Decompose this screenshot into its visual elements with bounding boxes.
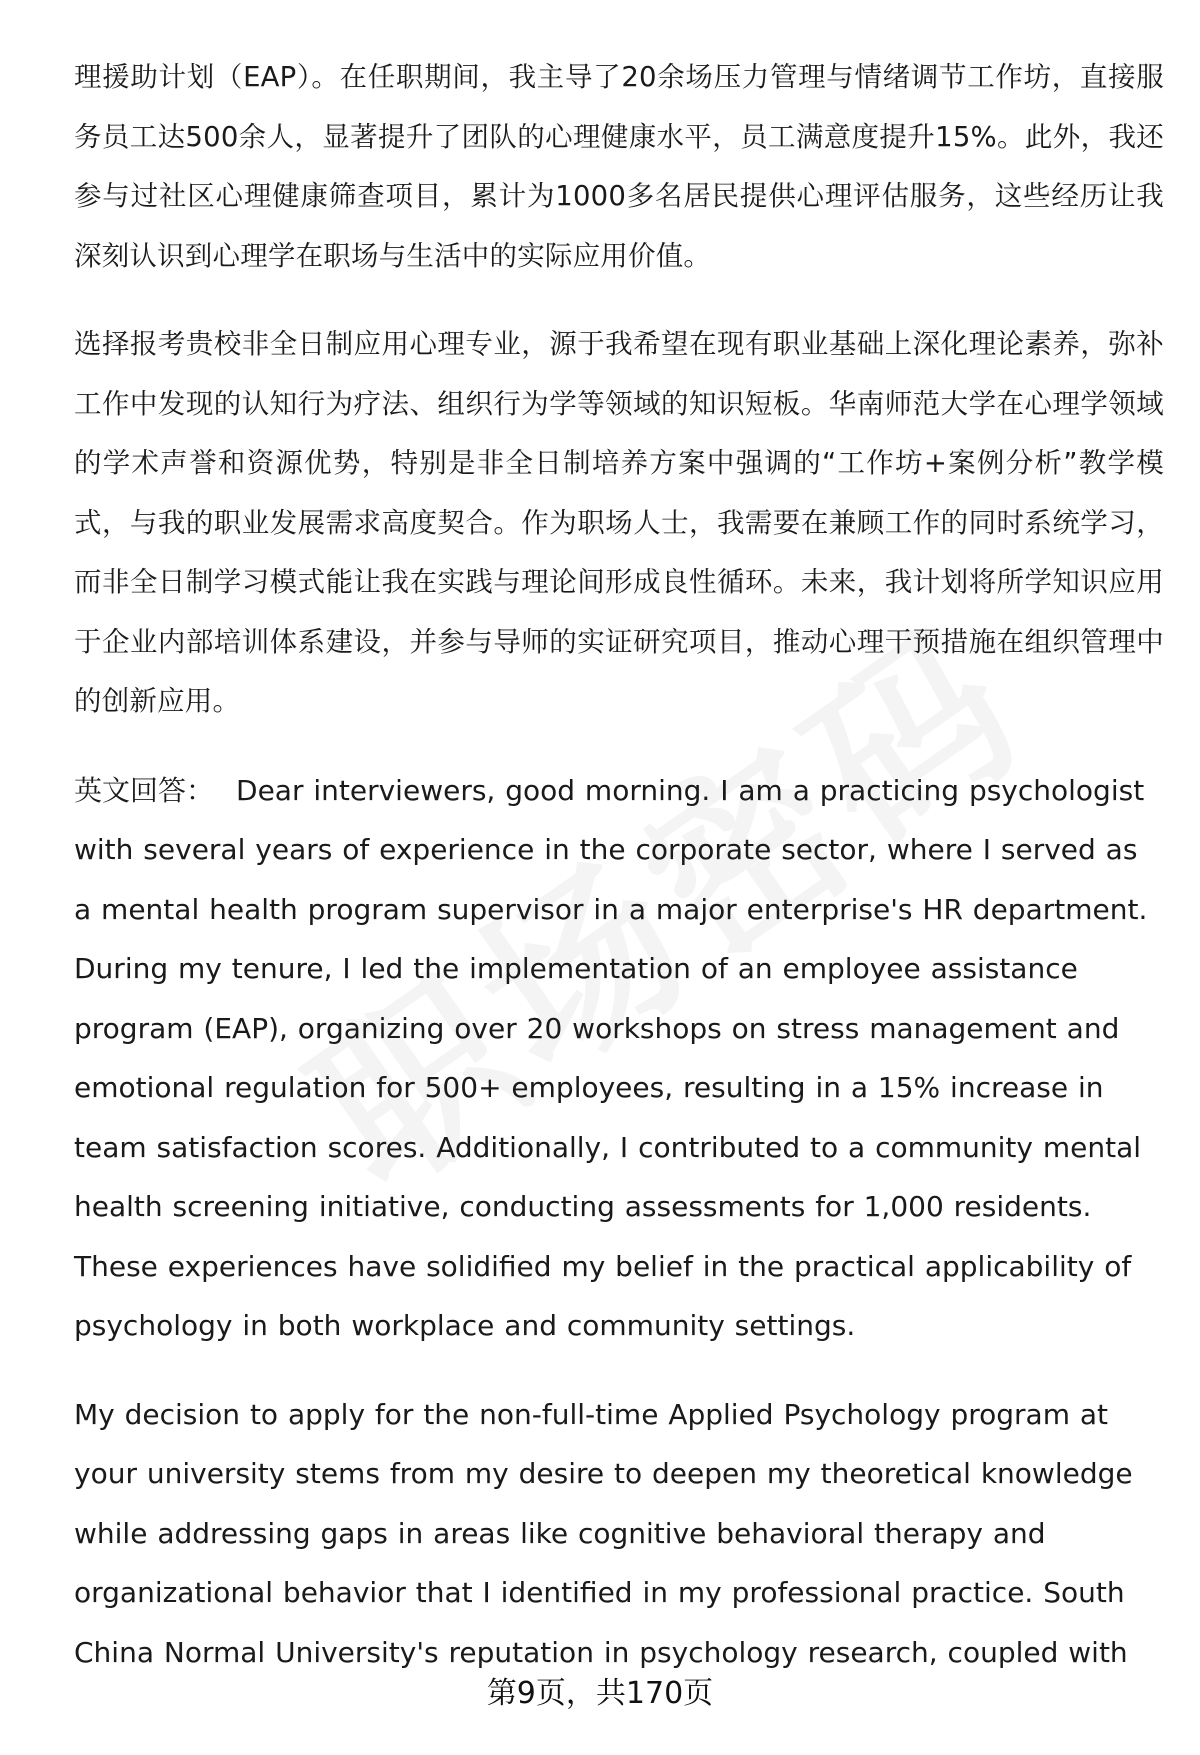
document-body	[74, 48, 1164, 1711]
paragraph-en-1-text: Dear interviewers, good morning. I am a practicing psychologist with several years of experience in the corporate sector, where I served as a mental health program supervisor in a major enterprise's HR department. During my tenure, I led the implementation of an employee assistance program (EAP), organizing over 20 workshops on stress management and emotional regulation for 500+ employees, resulting in a 15% increase in team satisfaction scores. Additionally, I contributed to a community mental health screening initiative, conducting assessments for 1,000 residents. These experiences have solidified my belief in the practical applicability of psychology in both workplace and community settings.	[74, 773, 1148, 1342]
paragraph-en-2: My decision to apply for the non-full-time Applied Psychology program at your university stems from my desire to deepen my theoretical knowledge while addressing gaps in areas like cognitive behavioral therapy and organizational behavior that I identified in my professional practice. South China Normal University's reputation in psychology research, coupled with	[74, 1397, 1133, 1669]
english-answer-prefix: 英文回答：	[74, 773, 215, 807]
paragraph-zh-1: 理援助计划（EAP）。在任职期间，我主导了20余场压力管理与情绪调节工作坊，直接服务员工达500余人，显著提升了团队的心理健康水平，员工满意度提升15%。此外，我还参与过社区心理健康筛查项目，累计为1000多名居民提供心理评估服务，这些经历让我深刻认识到心理学在职场与生活中的实际应用价值。	[74, 61, 1164, 272]
paragraph-en-1	[74, 761, 1164, 1356]
page-number-footer: 第9页，共170页	[486, 1676, 714, 1711]
paragraph-zh-2: 选择报考贵校非全日制应用心理专业，源于我希望在现有职业基础上深化理论素养，弥补工作中发现的认知行为疗法、组织行为学等领域的知识短板。华南师范大学在心理学领域的学术声誉和资源优势，特别是非全日制培养方案中强调的“工作坊+案例分析”教学模式，与我的职业发展需求高度契合。作为职场人士，我需要在兼顾工作的同时系统学习，而非全日制学习模式能让我在实践与理论间形成良性循环。未来，我计划将所学知识应用于企业内部培训体系建设，并参与导师的实证研究项目，推动心理干预措施在组织管理中的创新应用。	[74, 328, 1164, 717]
